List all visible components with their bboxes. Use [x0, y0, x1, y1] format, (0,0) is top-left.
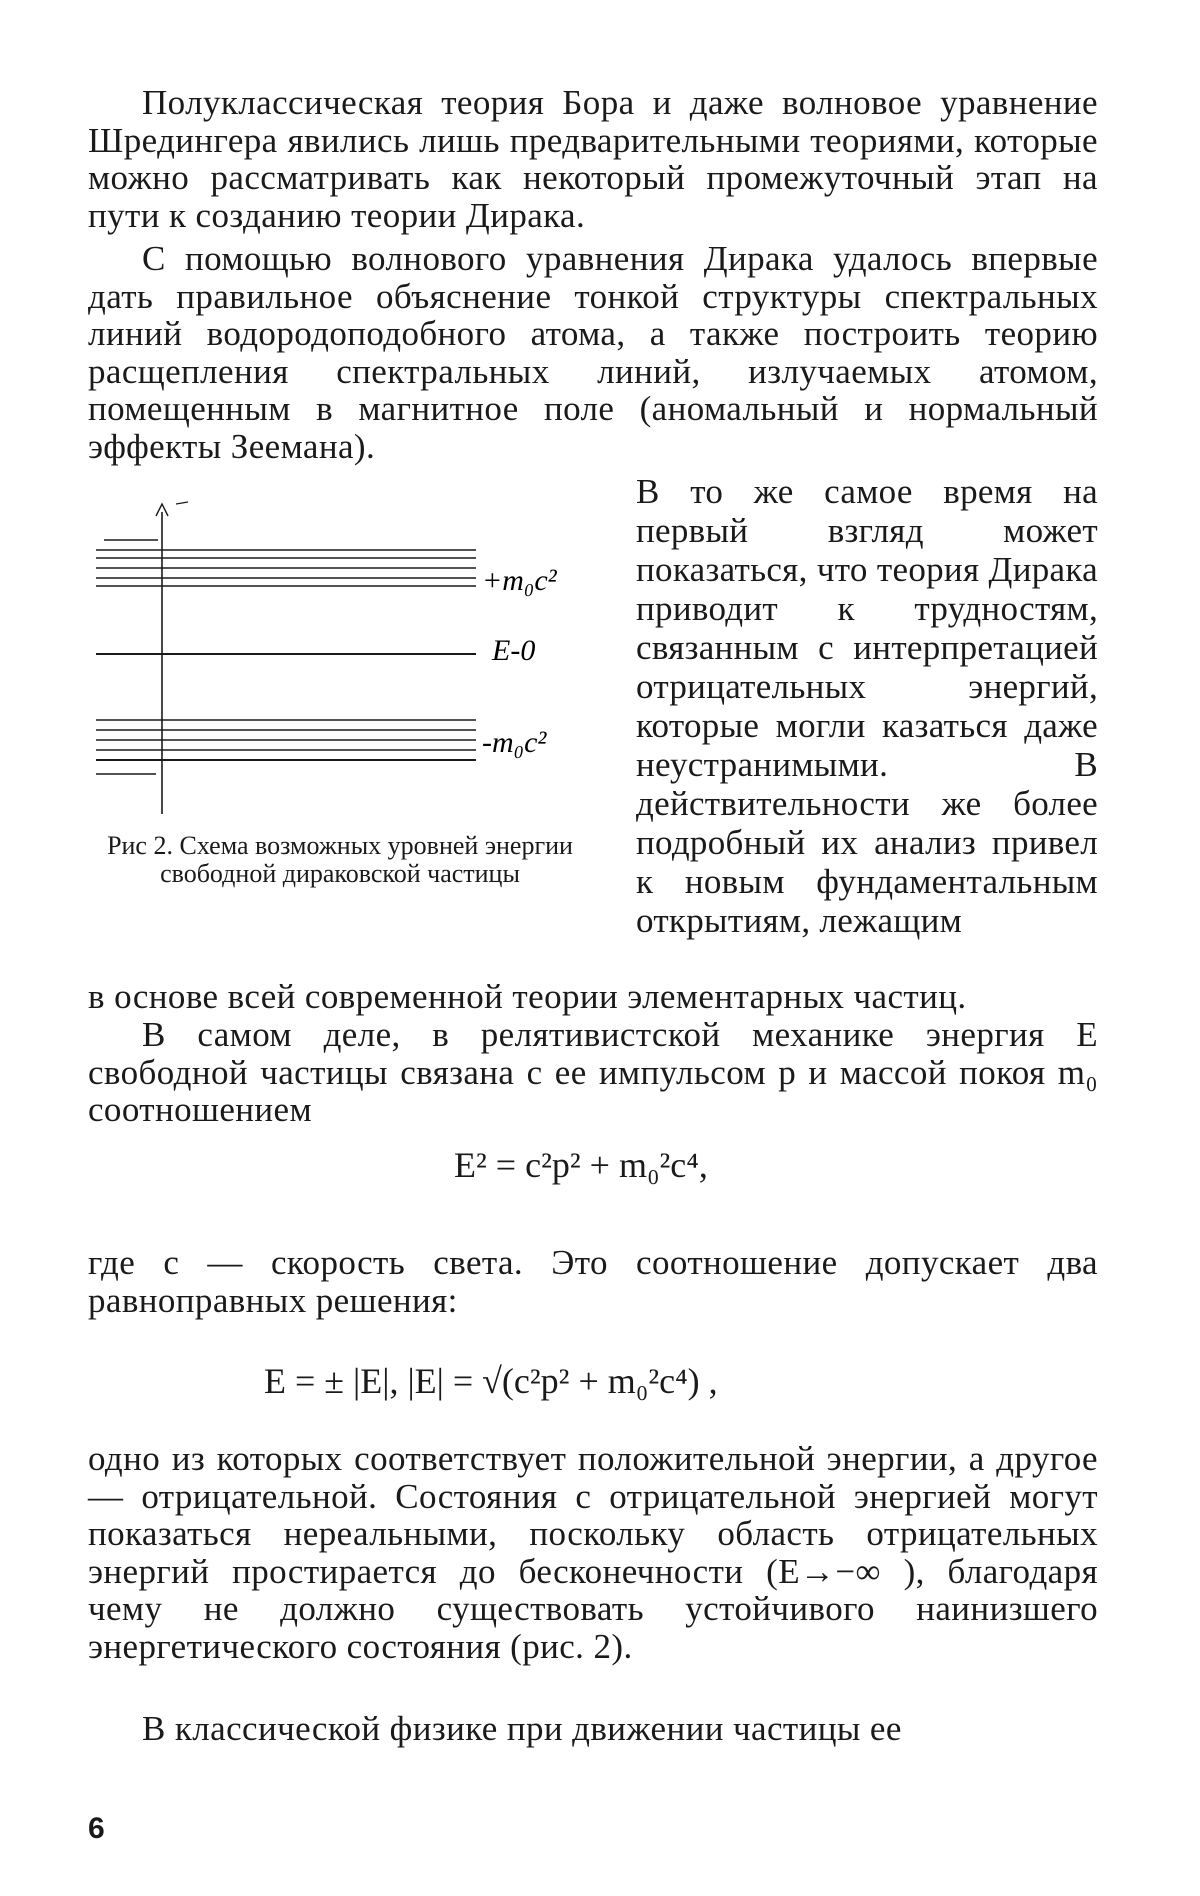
equation-1-text: E² = c²p² + m₀²c⁴,: [454, 1145, 708, 1185]
equation-energy-momentum: [454, 1144, 708, 1186]
label-e-zero: E-0: [492, 634, 536, 667]
paragraph-6: одно из которых соответствует положительной энергии, а другое — отрицательной. Состояния с отрицательной энергией могут показаться нереальными, поскольку область отрицательных энергий простирается до бесконечности (E→−∞ ), благодаря чему не должно существовать устойчивого наинизшего энергетического состояния (рис. 2).: [88, 1439, 1098, 1666]
paragraph-3-continued: в основе всей современной теории элементарных частиц.: [88, 977, 967, 1016]
paragraph-1: Полуклассическая теория Бора и даже волновое уравнение Шредингера явились лишь предварительными теориями, которые можно рассматривать как некоторый промежуточный этап на пути к созданию теории Дирака.: [88, 83, 1098, 235]
paragraph-5: где c — скорость света. Это соотношение допускает два равноправных решения:: [88, 1243, 1098, 1320]
label-plus-m0c2: +m₀c²: [482, 564, 557, 597]
label-minus-m0c2: -m₀c²: [482, 726, 547, 759]
equation-energy-solutions: [264, 1360, 718, 1402]
figure-caption: Рис 2. Схема возможных уровней энергии свободной дираковской частицы: [107, 831, 573, 888]
energy-levels-figure: [96, 498, 606, 818]
equation-2-text: E = ± |E|, |E| = √(c²p² + m₀²c⁴) ,: [264, 1361, 718, 1401]
page-number: 6: [88, 1812, 105, 1845]
paragraph-2: С помощью волнового уравнения Дирака удалось впервые дать правильное объяснение тонкой структуры спектральных линий водородоподобного атома, а также построить теорию расщепления спектральных линий, излучаемых атомом, помещенным в магнитное поле (аномальный и нормальный эффекты Зеемана).: [88, 239, 1098, 466]
paragraph-3-wrapped: В то же самое время на первый взгляд может показаться, что теория Дирака приводит к трудностям, связанным с интерпретацией отрицательных энергий, которые могли казаться даже неустранимыми. В действительности же более подробный их анализ привел к новым фундаментальным открытиям, лежащим: [636, 472, 1098, 940]
paragraph-7: В классической физике при движении частицы ее: [142, 1709, 902, 1748]
paragraph-4: В самом деле, в релятивистской механике энергия E свободной частицы связана с ее импульсом p и массой покоя m₀ соотношением: [88, 1015, 1098, 1129]
